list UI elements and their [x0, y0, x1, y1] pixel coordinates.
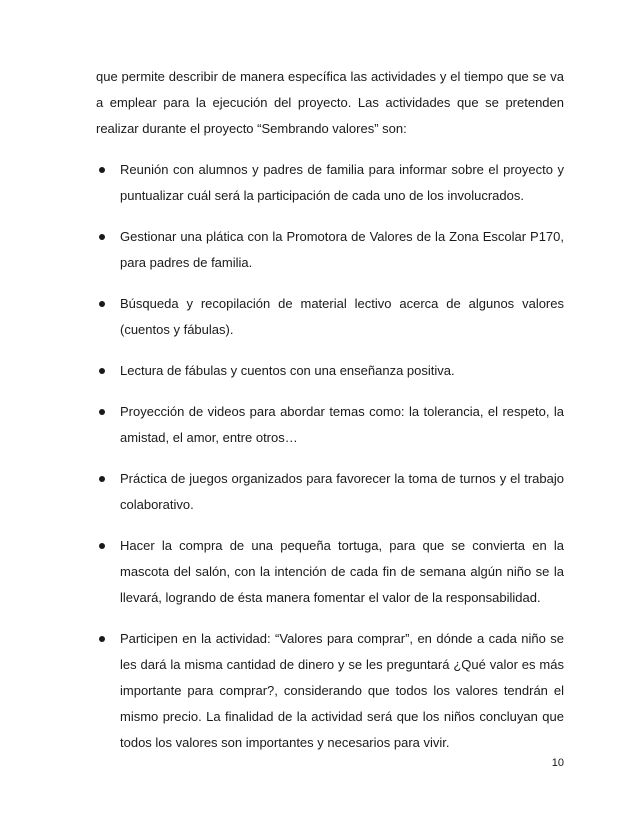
page-body [96, 64, 564, 771]
bullet-icon [99, 476, 105, 482]
list-item [96, 358, 564, 384]
list-item-text: Proyección de videos para abordar temas como: la tolerancia, el respeto, la amistad, el amor, entre otros… [120, 404, 564, 445]
bullet-icon [99, 167, 105, 173]
intro-paragraph: que permite describir de manera específica las actividades y el tiempo que se va a emplear para la ejecución del proyecto. Las actividades que se pretenden realizar durante el proyecto “Sembrando valores” son: [96, 69, 564, 136]
list-item-text: Práctica de juegos organizados para favorecer la toma de turnos y el trabajo colaborativo. [120, 471, 564, 512]
bullet-icon [99, 301, 105, 307]
bullet-icon [99, 636, 105, 642]
list-item [96, 224, 564, 276]
list-item [96, 291, 564, 343]
list-item-text: Lectura de fábulas y cuentos con una enseñanza positiva. [120, 363, 455, 378]
list-item [96, 399, 564, 451]
list-item-text: Participen en la actividad: “Valores para comprar”, en dónde a cada niño se les dará la misma cantidad de dinero y se les preguntará ¿Qué valor es más importante para comprar?, considerando que todos los valores tendrán el mismo precio. La finalidad de la actividad será que los niños concluyan que todos los valores son importantes y necesarios para vivir. [120, 631, 564, 750]
list-item [96, 626, 564, 756]
bullet-icon [99, 409, 105, 415]
bullet-icon [99, 234, 105, 240]
activity-list [96, 157, 564, 756]
page-number: 10 [551, 757, 564, 769]
list-item [96, 533, 564, 611]
bullet-icon [99, 543, 105, 549]
list-item-text: Hacer la compra de una pequeña tortuga, para que se convierta en la mascota del salón, con la intención de cada fin de semana algún niño se la llevará, logrando de ésta manera fomentar el valor de la responsabilidad. [120, 538, 564, 605]
list-item-text: Reunión con alumnos y padres de familia para informar sobre el proyecto y puntualizar cuál será la participación de cada uno de los involucrados. [120, 162, 564, 203]
list-item-text: Gestionar una plática con la Promotora de Valores de la Zona Escolar P170, para padres de familia. [120, 229, 564, 270]
list-item [96, 466, 564, 518]
bullet-icon [99, 368, 105, 374]
list-item [96, 157, 564, 209]
list-item-text: Búsqueda y recopilación de material lectivo acerca de algunos valores (cuentos y fábulas). [120, 296, 564, 337]
